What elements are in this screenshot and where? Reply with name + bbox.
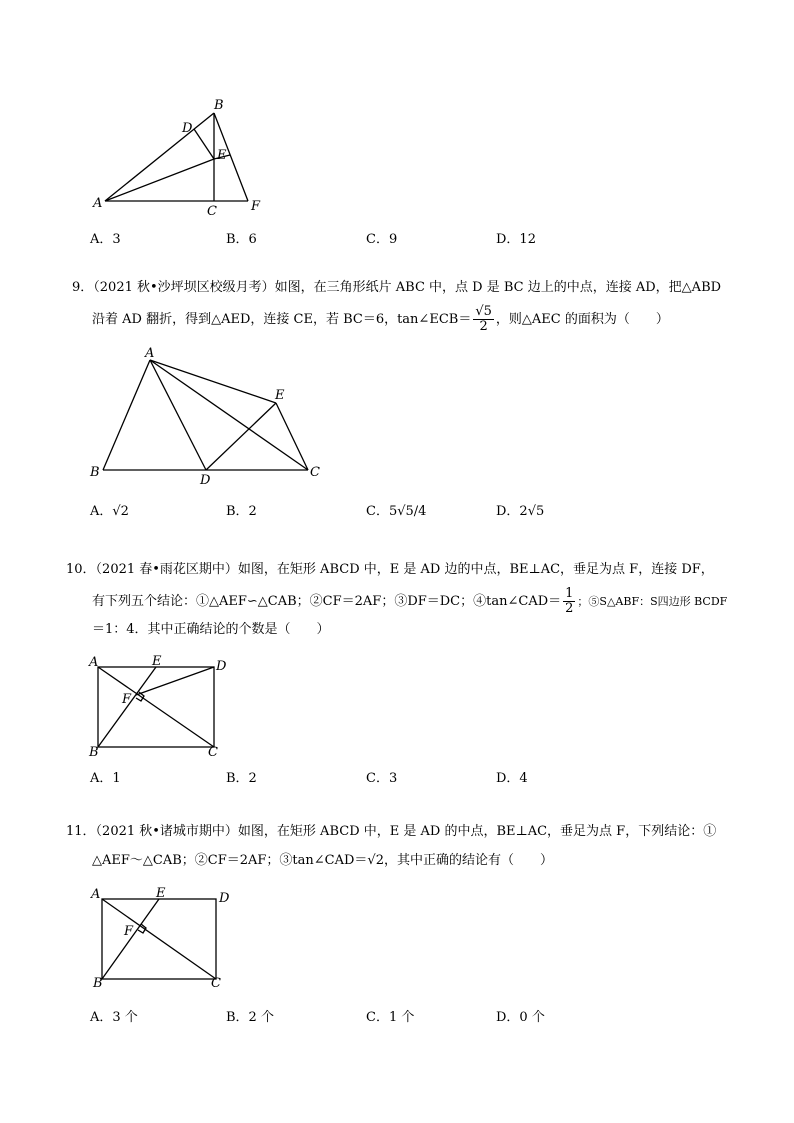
q11-label-D: D xyxy=(219,891,230,906)
q9-fraction-den: 2 xyxy=(479,319,488,334)
q8-option-b[interactable]: B．6 xyxy=(226,232,257,247)
q10-label-E: E xyxy=(152,654,162,669)
q10-fraction-num: 1 xyxy=(565,586,574,601)
q11-line1: 11．（2021 秋•诸城市期中）如图，在矩形 ABCD 中，E 是 AD 的中点，BE⊥AC，垂足为点 F，下列结论：① xyxy=(66,824,717,839)
q11-options xyxy=(90,1006,690,1026)
q11-figure xyxy=(88,884,238,994)
q8-label-C: C xyxy=(207,204,217,219)
q9-stem xyxy=(72,274,732,334)
q11-label-C: C xyxy=(211,976,221,991)
q9-option-a[interactable]: A．√2 xyxy=(90,504,129,519)
q10-line2-a: 有下列五个结论：①△AEF∽△CAB；②CF＝2AF；③DF＝DC；④tan∠CAD＝ xyxy=(92,594,562,609)
q10-fraction-den: 2 xyxy=(565,601,574,616)
q10-fraction xyxy=(563,587,575,616)
q8-option-a[interactable]: A．3 xyxy=(90,232,121,247)
q8-figure xyxy=(88,95,278,220)
q8-option-c[interactable]: C．9 xyxy=(366,232,398,247)
q9-line2-b: ，则△AEC 的面积为（ ） xyxy=(495,312,669,327)
q10-label-F: F xyxy=(122,692,132,707)
q10-option-c[interactable]: C．3 xyxy=(366,771,398,786)
q9-option-b[interactable]: B．2 xyxy=(226,504,257,519)
q11-stem xyxy=(66,818,726,874)
q11-label-B: B xyxy=(93,976,103,991)
q10-options xyxy=(90,767,690,787)
q9-label-B: B xyxy=(90,465,100,480)
q11-label-E: E xyxy=(156,886,166,901)
q11-line2: △AEF～△CAB；②CF＝2AF；③tan∠CAD＝√2，其中正确的结论有（ ） xyxy=(92,853,553,868)
q11-label-A: A xyxy=(91,887,101,902)
q8-label-E: E xyxy=(217,148,227,163)
q9-label-D: D xyxy=(200,473,211,487)
q9-options xyxy=(90,500,690,520)
q10-line2-b: ；⑤S△ABF：S四边形 BCDF xyxy=(577,595,728,608)
q9-line2-a: 沿着 AD 翻折，得到△AED，连接 CE，若 BC＝6，tan∠ECB＝ xyxy=(92,312,472,327)
q10-figure xyxy=(86,652,236,762)
q9-figure xyxy=(86,342,326,487)
q9-line1: 9．（2021 秋•沙坪坝区校级月考）如图，在三角形纸片 ABC 中，点 D 是 BC 边上的中点，连接 AD，把△ABD xyxy=(72,280,722,295)
q10-option-a[interactable]: A．1 xyxy=(90,771,121,786)
q11-option-a[interactable]: A．3 个 xyxy=(90,1010,138,1025)
q10-line2 xyxy=(92,587,726,616)
q10-option-b[interactable]: B．2 xyxy=(226,771,257,786)
q11-option-d[interactable]: D．0 个 xyxy=(496,1010,545,1025)
q10-label-C: C xyxy=(208,745,218,760)
q9-label-A: A xyxy=(145,346,155,361)
q10-option-d[interactable]: D．4 xyxy=(496,771,528,786)
q9-fraction-num: √5 xyxy=(475,304,492,319)
q11-option-c[interactable]: C．1 个 xyxy=(366,1010,415,1025)
q8-label-F: F xyxy=(251,199,261,214)
q9-fraction xyxy=(473,305,494,334)
q9-label-C: C xyxy=(310,465,320,480)
q10-stem xyxy=(66,556,726,643)
q8-label-B: B xyxy=(214,98,224,113)
q9-line2 xyxy=(92,305,732,334)
q11-label-F: F xyxy=(124,924,134,939)
q9-label-E: E xyxy=(275,388,285,403)
q10-line3: ＝1：4．其中正确结论的个数是（ ） xyxy=(92,622,330,637)
q10-label-B: B xyxy=(89,745,99,760)
q9-option-c[interactable]: C．5√5/4 xyxy=(366,504,427,519)
q10-label-A: A xyxy=(89,655,99,670)
q10-label-D: D xyxy=(216,659,227,674)
q8-label-D: D xyxy=(182,121,193,136)
q9-option-d[interactable]: D．2√5 xyxy=(496,504,545,519)
q10-line1: 10．（2021 春•雨花区期中）如图，在矩形 ABCD 中，E 是 AD 边的中点，BE⊥AC，垂足为点 F，连接 DF， xyxy=(66,562,714,577)
q8-label-A: A xyxy=(93,196,103,211)
q8-option-d[interactable]: D．12 xyxy=(496,232,536,247)
q11-option-b[interactable]: B．2 个 xyxy=(226,1010,274,1025)
q8-options xyxy=(90,228,690,248)
